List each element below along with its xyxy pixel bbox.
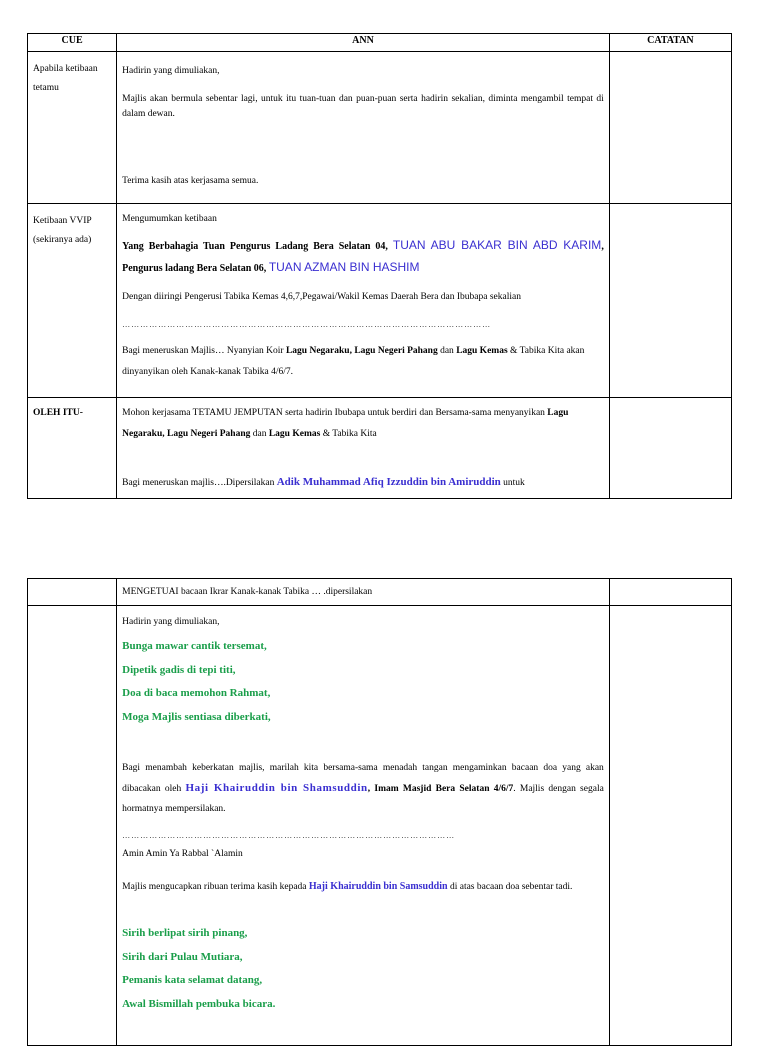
cue-cell xyxy=(28,606,117,1046)
table-row xyxy=(28,52,732,204)
ann-cell xyxy=(117,204,610,398)
thanks-text: Terima kasih atas kerjasama semua. xyxy=(122,176,259,186)
vip-announcement: Yang Berbahagia Tuan Pengurus Ladang Bera Selatan 04, TUAN ABU BAKAR BIN ABD KARIM, Pengurus ladang Bera Selatan 06, TUAN AZMAN BIN HASHIM xyxy=(122,238,604,274)
cue-cell: Apabila ketibaan tetamu xyxy=(28,52,117,204)
table-row xyxy=(28,204,732,398)
catatan-cell xyxy=(609,398,731,499)
next-item-text: Bagi meneruskan majlis….Dipersilakan Adik Muhammad Afiq Izzuddin bin Amiruddin untuk xyxy=(122,476,525,488)
dotted-separator: …………………………………………………………………………………………………………… xyxy=(122,320,492,329)
accompany-text: Dengan diiringi Pengerusi Tabika Kemas 4,6,7,Pegawai/Wakil Kemas Daerah Bera dan Ibubapa sekalian xyxy=(122,292,521,302)
announce-label: Mengumumkan ketibaan xyxy=(122,214,217,224)
cue-cell: Ketibaan VVIP (sekiranya ada) xyxy=(28,204,117,398)
pantun-opening: Bunga mawar cantik tersemat, Dipetik gadis di tepi titi, Doa di baca memohon Rahmat, Moga Majlis sentiasa diberkati, xyxy=(122,640,271,723)
ann-cell xyxy=(117,606,610,1046)
doa-invitation: Bagi menambah keberkatan majlis, marilah kita bersama-sama menadah tangan mengaminkan bacaan doa yang akan dibacakan oleh Haji Khairuddin bin Shamsuddin, Imam Masjid Bera Selatan 4/6/7. Majlis dengan segala hormatnya mempersilakan. xyxy=(122,763,604,814)
ann-cell xyxy=(117,398,610,499)
pantun-welcome: Sirih berlipat sirih pinang, Sirih dari Pulau Mutiara, Pemanis kata selamat datang, Awal Bismillah pembuka bicara. xyxy=(122,927,276,1010)
ann-cell xyxy=(117,52,610,204)
cue-cell xyxy=(28,579,117,606)
program-table-1 xyxy=(27,33,732,499)
header-ann: ANN xyxy=(117,34,610,52)
catatan-cell xyxy=(609,204,731,398)
amin-text: Amin Amin Ya Rabbal `Alamin xyxy=(122,849,243,859)
header-catatan: CATATAN xyxy=(609,34,731,52)
table-row xyxy=(28,579,732,606)
program-table-2 xyxy=(27,578,732,1046)
greeting: Hadirin yang dimuliakan, xyxy=(122,617,220,627)
standing-request: Mohon kerjasama TETAMU JEMPUTAN serta hadirin Ibubapa untuk berdiri dan Bersama-sama menyanyikan Lagu Negaraku, Lagu Negeri Pahang dan Lagu Kemas & Tabika Kita xyxy=(122,408,569,439)
doa-thanks: Majlis mengucapkan ribuan terima kasih kepada Haji Khairuddin bin Samsuddin di atas bacaan doa sebentar tadi. xyxy=(122,881,573,892)
catatan-cell xyxy=(609,606,731,1046)
catatan-cell xyxy=(609,579,731,606)
header-row xyxy=(28,34,732,52)
continue-text: Bagi meneruskan Majlis… Nyanyian Koir Lagu Negaraku, Lagu Negeri Pahang dan Lagu Kemas & Tabika Kita akan dinyanyikan oleh Kanak-kanak Tabika 4/6/7. xyxy=(122,346,585,377)
ann-cell xyxy=(117,579,610,606)
ikrar-text: MENGETUAI bacaan Ikrar Kanak-kanak Tabika … .dipersilakan xyxy=(122,587,373,597)
catatan-cell xyxy=(609,52,731,204)
announcement-text: Majlis akan bermula sebentar lagi, untuk itu tuan-tuan dan puan-puan serta hadirin sekalian, diminta mengambil tempat di dalam dewan. xyxy=(122,94,604,119)
greeting: Hadirin yang dimuliakan, xyxy=(122,66,220,76)
header-cue: CUE xyxy=(28,34,117,52)
table-row xyxy=(28,606,732,1046)
table-row xyxy=(28,398,732,499)
cue-cell: OLEH ITU- xyxy=(28,398,117,499)
dotted-separator: ………………………………………………………………………………………………… xyxy=(122,831,456,840)
